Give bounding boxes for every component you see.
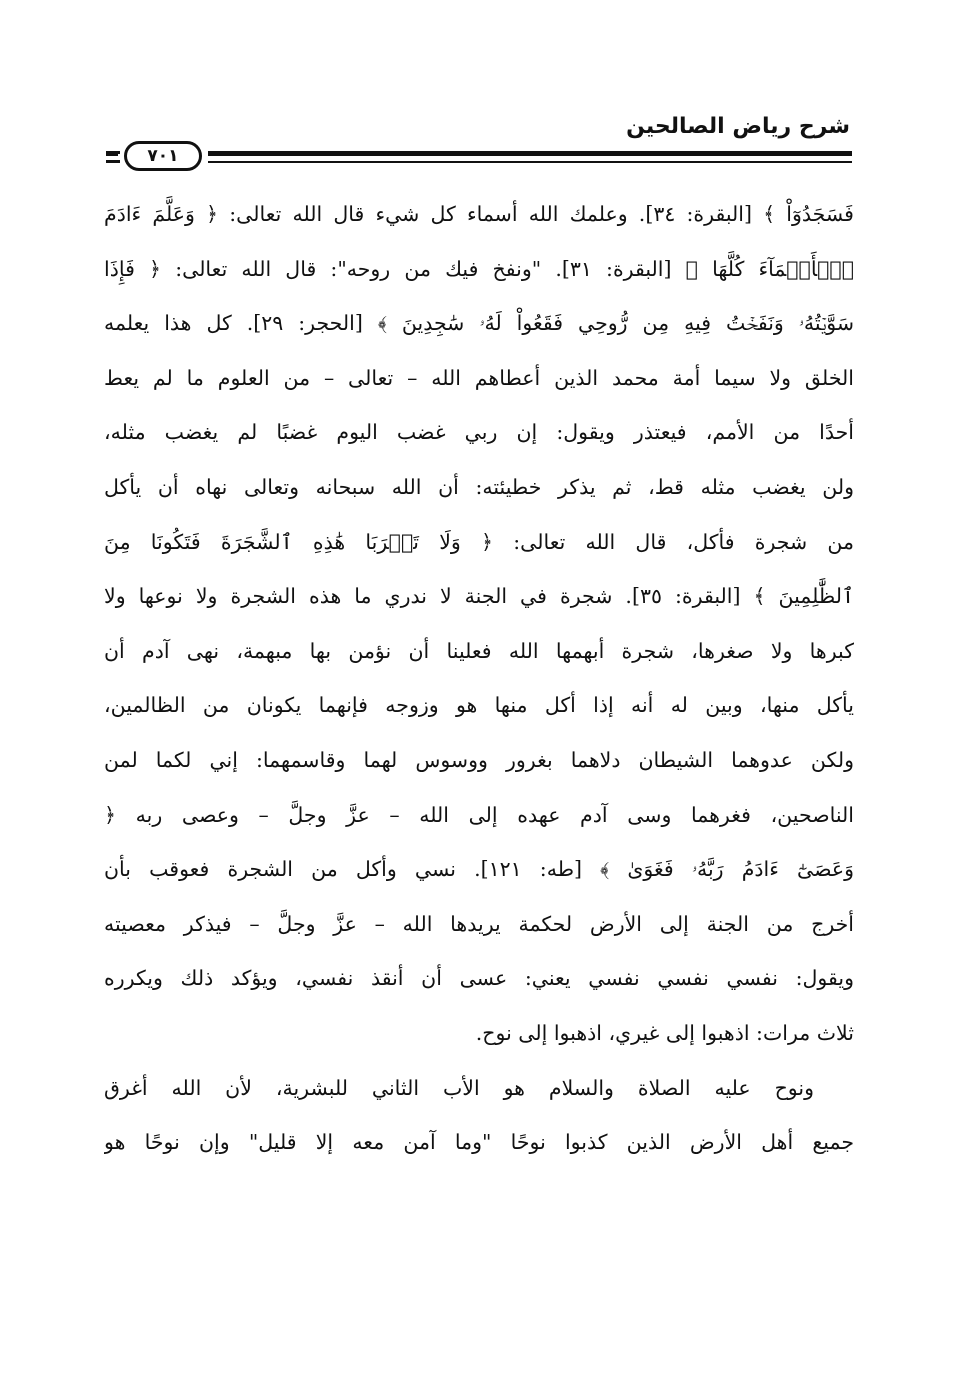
text-line: ٱلظَّٰلِمِينَ ﴾ [البقرة: ٣٥]. شجرة في الجنة لا ندري ما هذه الشجرة ولا نوعها ولا [104, 584, 854, 609]
text-line: ولكن عدوهما الشيطان دلاهما بغرور ووسوس لهما وقاسمهما: إني لكما لمن [104, 747, 854, 772]
text-line: ولن يغضب مثله قط، ثم يذكر خطيئته: أن الله سبحانه وتعالى نهاه أن يأكل [104, 474, 854, 499]
text-line-paragraph-start: ونوح عليه الصلاة والسلام هو الأب الثاني للبشرية، لأن الله أغرق [104, 1075, 814, 1100]
text-line: الناصحين، فغرهما وسى آدم عهده إلى الله – عزَّ وجلَّ – وعصى ربه ﴿ [104, 802, 854, 827]
text-line: يأكل منها، وبين له أنه إذا أكل منها هو وزوجه فإنهما يكونان من الظالمين، [104, 693, 854, 718]
running-header-title: شرح رياض الصالحين [626, 114, 850, 139]
page-number-badge: ٧٠١ [124, 141, 202, 171]
header-rule-thick [106, 151, 852, 156]
text-line: جميع أهل الأرض الذين كذبوا نوحًا "وما آمن معه إلا قليل" وإن نوحًا هو [104, 1130, 854, 1155]
text-line: أحدًا من الأمم، فيعتذر ويقول: إن ربي غضب اليوم غضبًا لم يغضب مثله، [104, 420, 854, 445]
text-line: الخلق ولا سيما أمة محمد الذين أعطاهم الله – تعالى – من العلوم ما لم يعط [104, 365, 854, 390]
page-body-text [104, 187, 854, 1170]
header-rule-end-bottom [106, 160, 120, 163]
text-line: سَوَّيۡتُهُۥ وَنَفَخۡتُ فِيهِ مِن رُّوحِي فَقَعُواْ لَهُۥ سَٰجِدِينَ ﴾ [الحجر: ٢٩]. كل هذا يعلمه [104, 311, 854, 336]
text-line: ويقول: نفسي نفسي نفسي يعني: عسى أن أنقذ نفسي، ويؤكد ذلك ويكرره [104, 966, 854, 991]
text-line: وَعَصَىٰٓ ءَادَمُ رَبَّهُۥ فَغَوَىٰ ﴾ [طه: ١٢١]. نسي وأكل من الشجرة فعوقب بأن [104, 857, 854, 882]
header-rule-end-top [106, 151, 120, 154]
text-line: فَسَجَدُوٓاْ ﴾ [البقرة: ٣٤]. وعلمك الله أسماء كل شيء قال الله تعالى: ﴿ وَعَلَّمَ ءَادَمَ [104, 202, 854, 226]
text-line: ٱلۡأَسۡمَآءَ كُلَّهَا ﴾ [البقرة: ٣١]. "ونفخ فيك من روحه": قال الله تعالى: ﴿ فَإِذَا [104, 256, 854, 281]
header-rule-thin [106, 161, 852, 163]
text-line: كبرها ولا صغرها، شجرة أبهمها الله فعلينا أن نؤمن بها مبهمة، نهى آدم أن [104, 638, 854, 663]
text-line: من شجرة فأكل، قال الله تعالى: ﴿ وَلَا تَقۡرَبَا هَٰذِهِ ٱلشَّجَرَةَ فَتَكُونَا مِنَ [104, 529, 854, 554]
text-line: أخرج من الجنة إلى الأرض لحكمة يريدها الله – عزَّ وجلَّ – فيذكر معصيته [104, 911, 854, 936]
text-line-paragraph-end: ثلاث مرات: اذهبوا إلى غيري، اذهبوا إلى نوح. [475, 1020, 854, 1045]
